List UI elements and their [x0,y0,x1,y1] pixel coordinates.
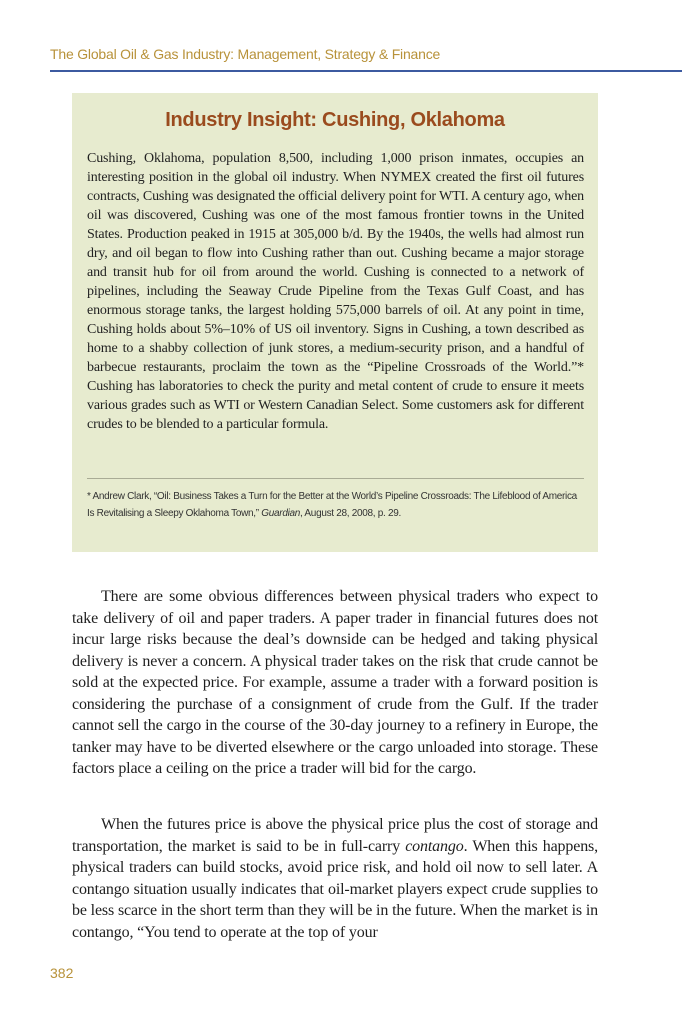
header-rule [50,70,682,72]
term-contango: contango [405,837,464,855]
paragraph-2-lead: When the futures price is above the physical price plus the cost of storage and transportation, the market is said to be in full-carry [72,816,598,855]
footnote-rule [87,478,584,479]
footnote-text: * Andrew Clark, “Oil: Business Takes a Turn for the Better at the World’s Pipeline Crossroads: The Lifeblood of America Is Revitalising a Sleepy Oklahoma Town,” [87,491,577,519]
insight-title: Industry Insight: Cushing, Oklahoma [165,109,505,131]
footnote [87,488,584,522]
footnote-source: Guardian [261,508,301,519]
body-paragraph-1: There are some obvious differences between physical traders who expect to take delivery of oil and paper traders. A paper trader in financial futures does not incur large risks because the deal’s downside can be hedged and taking physical delivery is never a concern. A physical trader takes on the risk that crude cannot be sold at the expected price. For example, assume a trader with a forward position is considering the purchase of a consignment of crude from the Gulf. If the trader cannot sell the cargo in the course of the 30-day journey to a refinery in Europe, the tanker may have to be diverted elsewhere or the cargo unloaded into storage. These factors place a ceiling on the price a trader will bid for the cargo. [72,588,598,777]
industry-insight-box [72,93,598,552]
page-number: 382 [50,965,74,981]
insight-body: Cushing, Oklahoma, population 8,500, including 1,000 prison inmates, occupies an interesting position in the global oil industry. When NYMEX created the first oil futures contracts, Cushing was designated the official delivery point for WTI. A century ago, when oil was discovered, Cushing was one of the most famous frontier towns in the United States. Production peaked in 1915 at 305,000 b/d. By the 1940s, the wells had almost run dry, and oil began to flow into Cushing rather than out. Cushing became a major storage and transit hub for oil from around the world. Cushing is connected to a network of pipelines, including the Seaway Crude Pipeline from the Texas Gulf Coast, and has enormous storage tanks, the largest holding 575,000 barrels of oil. At any point in time, Cushing holds about 5%–10% of US oil inventory. Signs in Cushing, a town described as home to a shabby collection of junk stores, a medium-security prison, and a handful of barbecue restaurants, proclaim the town as the “Pipeline Crossroads of the World.”* Cushing has laboratories to check the purity and metal content of crude to ensure it meets various grades such as WTI or Western Canadian Select. Some customers ask for different crudes to be blended to a particular formula. [87,151,584,432]
running-head-title: The Global Oil & Gas Industry: Management, Strategy & Finance [50,46,441,62]
paragraph-2-rest: . When this happens, physical traders can build stocks, avoid price risk, and hold oil now to sell later. A contango situation usually indicates that oil-market players expect crude supplies to be less scarce in the short term than they will be in the future. When the market is in contango, “You tend to operate at the top of your [72,837,598,941]
body-paragraph-2 [72,814,598,943]
footnote-citation: , August 28, 2008, p. 29. [300,508,401,519]
